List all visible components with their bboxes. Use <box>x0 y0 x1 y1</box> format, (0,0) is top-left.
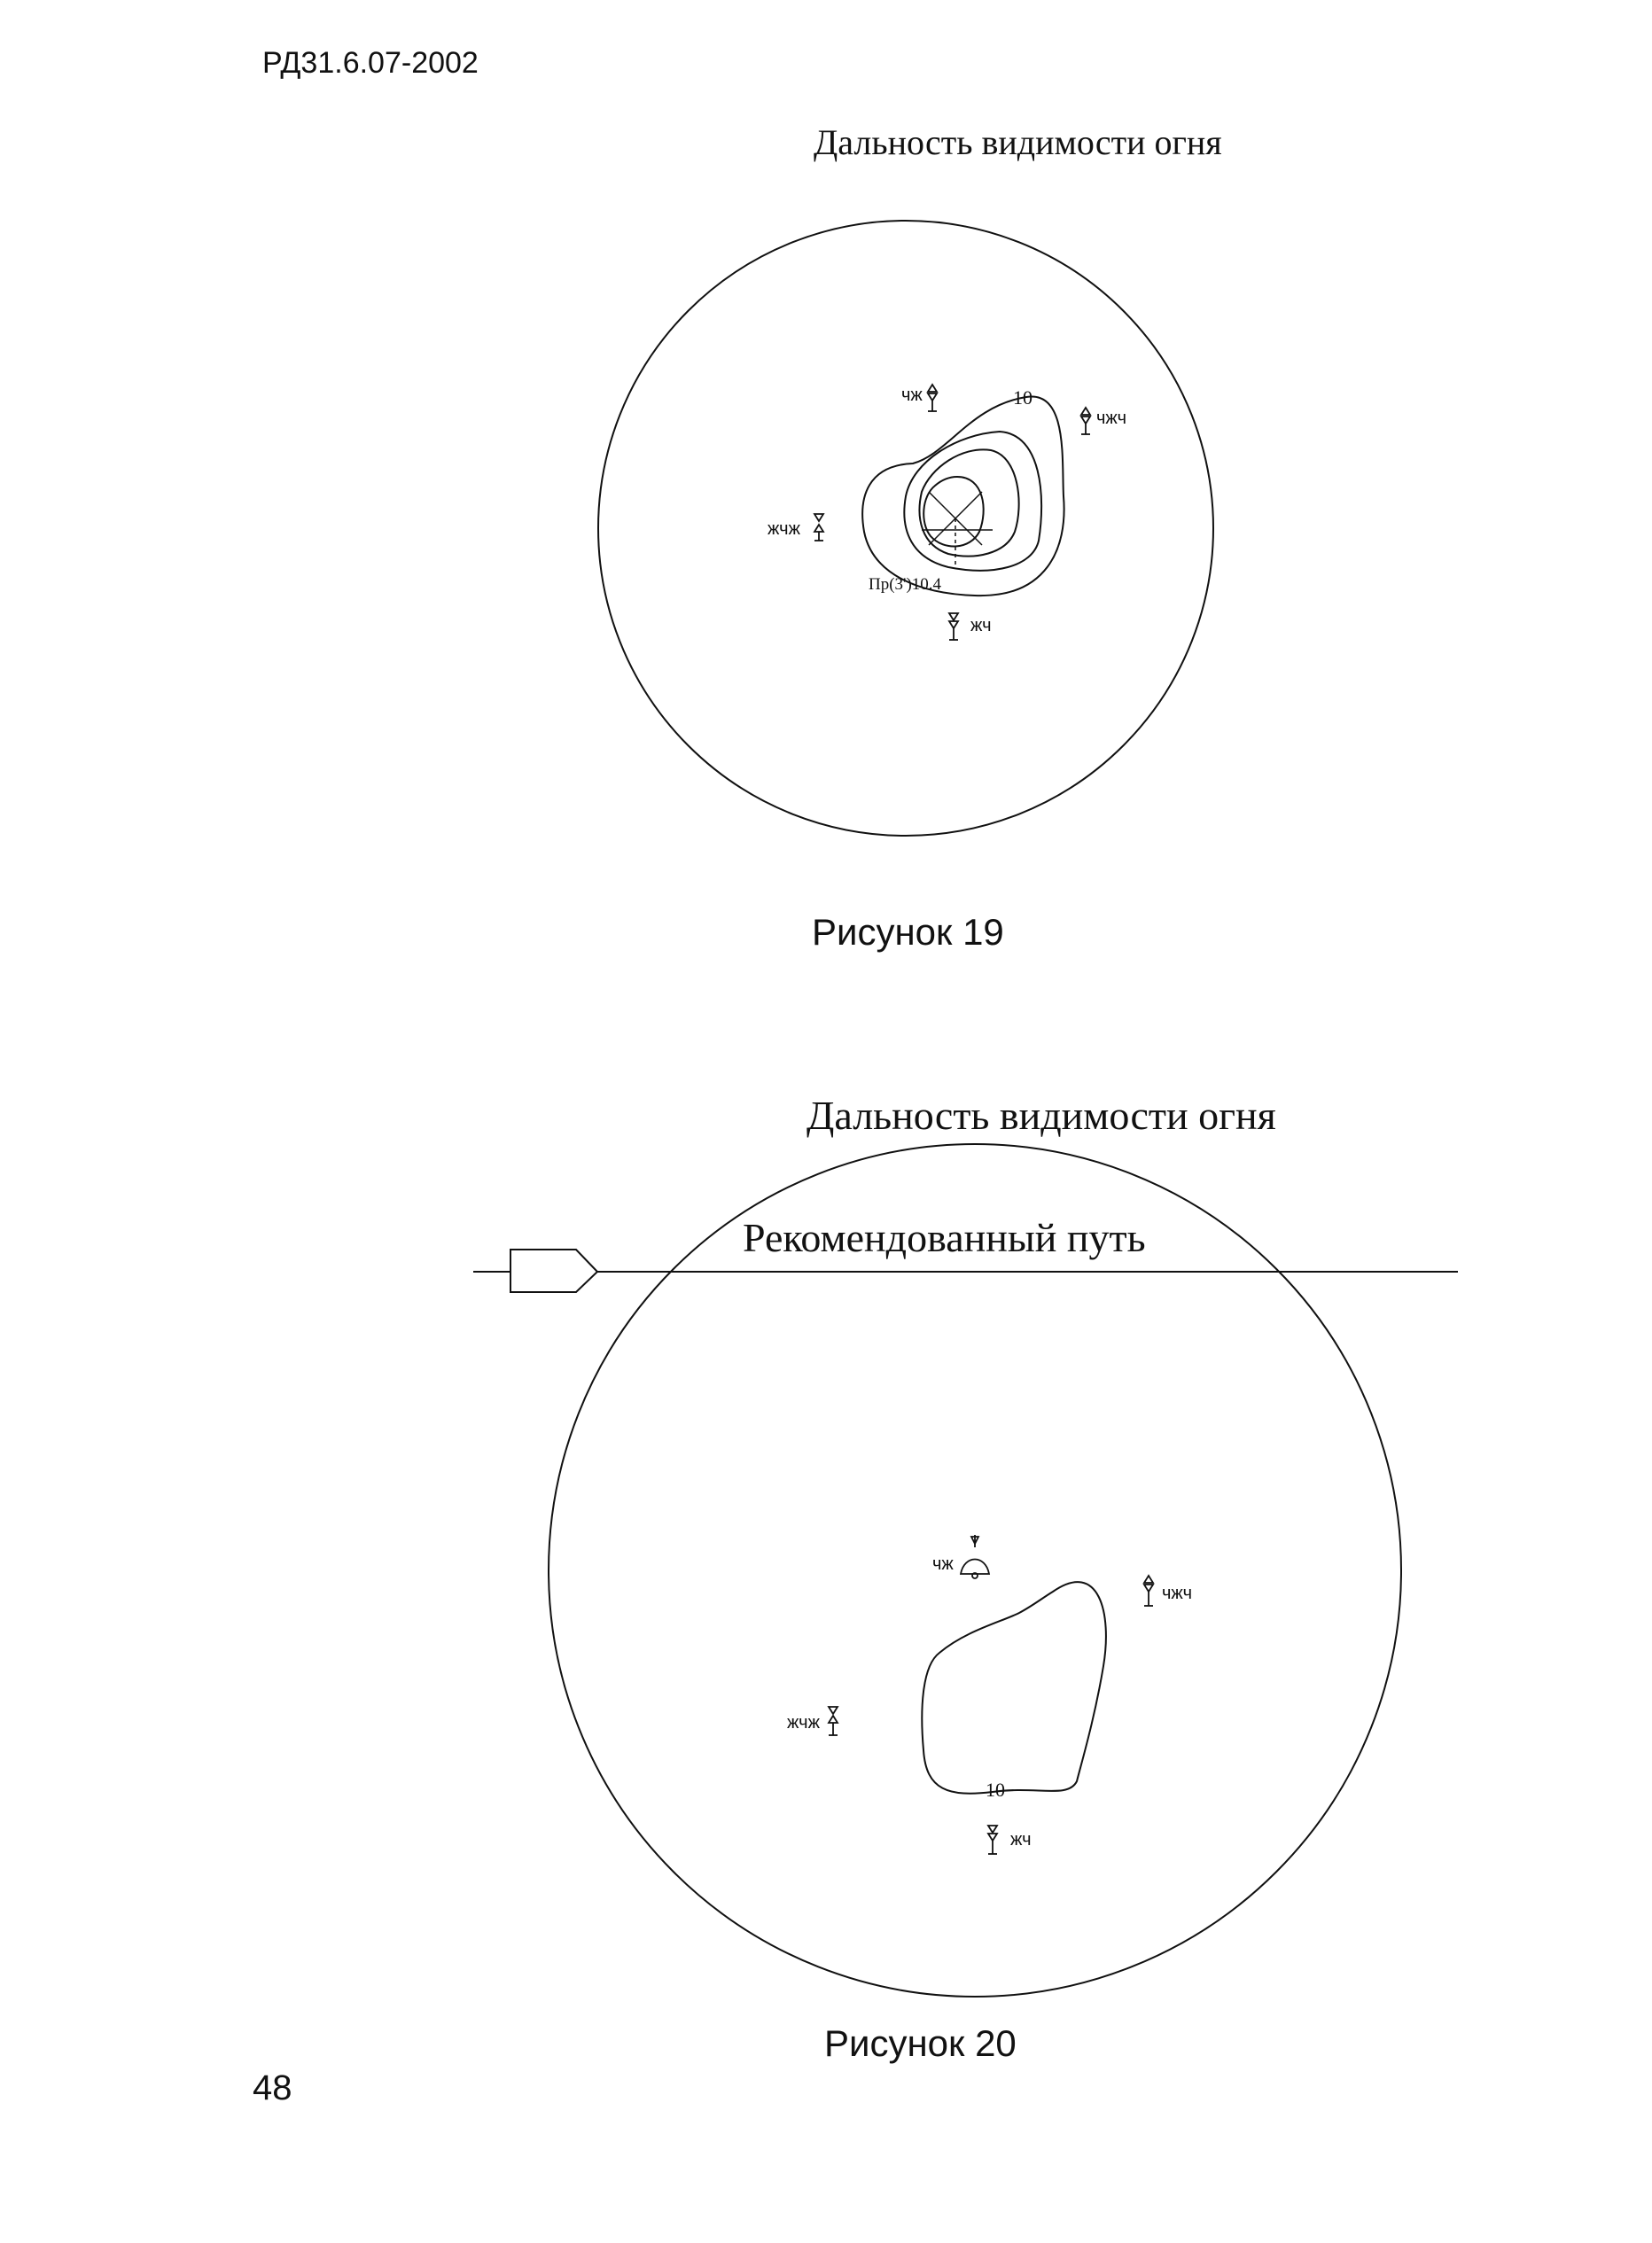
figure-19-mark-top: чж <box>901 386 923 405</box>
figure-20-heading: Дальность видимости огня <box>807 1093 1276 1138</box>
buoy-top-icon-20 <box>961 1535 989 1578</box>
figure-20-mark-left: жчж <box>787 1713 820 1733</box>
figure-19-mark-right: чжч <box>1096 409 1126 428</box>
figure-19-mark-left: жчж <box>768 519 800 539</box>
buoy-left-icon-20 <box>829 1707 838 1735</box>
buoy-bottom-icon-20 <box>988 1826 997 1854</box>
figure-20-mark-bottom: жч <box>1010 1830 1032 1850</box>
figure-19-mark-bottom: жч <box>970 616 992 635</box>
document-code: РД31.6.07-2002 <box>262 46 479 80</box>
figure-19-heading: Дальность видимости огня <box>814 122 1222 162</box>
figure-20-mark-top: чж <box>932 1554 954 1574</box>
page-number: 48 <box>253 2068 292 2107</box>
figure-20-contour-label: 10 <box>986 1779 1005 1801</box>
vessel-icon <box>510 1250 597 1292</box>
recommended-route-label: Рекомендованный путь <box>743 1215 1146 1260</box>
figure-20-caption: Рисунок 20 <box>824 2022 1017 2064</box>
figure-19-light-label: Пр(3')10.4 <box>869 575 942 594</box>
contour-20 <box>922 1582 1106 1794</box>
figure-19-contour-label: 10 <box>1013 386 1032 409</box>
figure-20-mark-right: чжч <box>1162 1584 1192 1603</box>
buoy-right-icon-20 <box>1144 1576 1153 1606</box>
figure-19-caption: Рисунок 19 <box>812 911 1004 953</box>
